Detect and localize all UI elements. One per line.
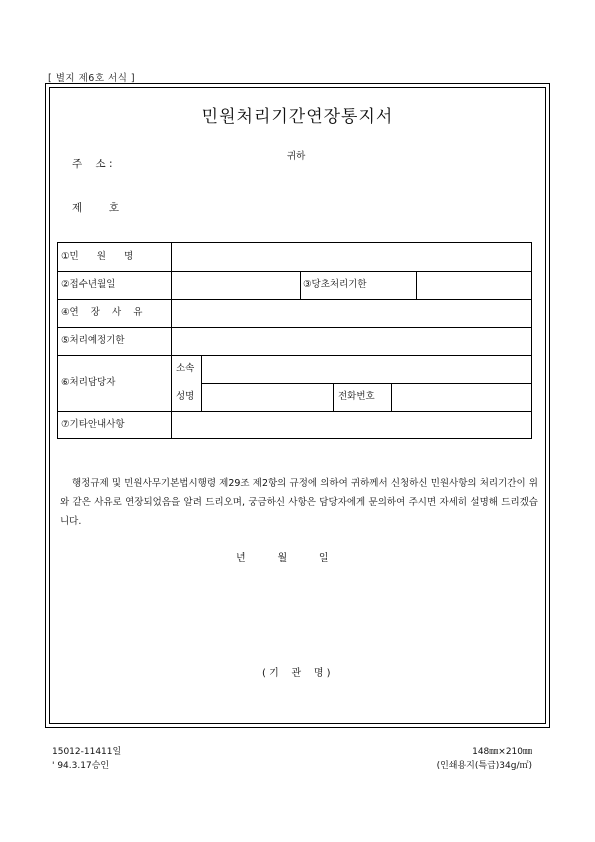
table-col-divider	[300, 271, 301, 299]
table-col-divider	[333, 383, 334, 411]
approval-date: ' 94.3.17승인	[52, 761, 110, 771]
table-row-divider	[201, 383, 531, 384]
date-label: 년 월 일	[236, 553, 329, 564]
applicant-name-label: ①민 원 명	[61, 251, 134, 262]
form-number-label: [ 별지 제6호 서식 ]	[48, 73, 136, 84]
table-row-divider	[58, 271, 531, 272]
paper-spec: (인쇄용지(특급)34g/㎡)	[436, 761, 532, 771]
original-deadline-label: ③당초처리기한	[303, 279, 367, 290]
form-code: 15012-11411일	[52, 747, 122, 757]
phone-label: 전화번호	[338, 391, 375, 402]
table-col-divider	[391, 383, 392, 411]
table-row-divider	[58, 299, 531, 300]
paper-size: 148㎜×210㎜	[472, 747, 532, 757]
expected-deadline-label: ⑤처리예정기한	[61, 335, 125, 346]
table-row-divider	[58, 327, 531, 328]
receipt-date-label: ②접수년월일	[61, 279, 116, 290]
extension-reason-label: ④연 장 사 유	[61, 307, 143, 318]
document-number-label: 제 호	[72, 202, 119, 214]
notice-paragraph: 행정규제 및 민원사무기본법시행령 제29조 제2항의 규정에 의하여 귀하께서 신청하신 민원사항의 처리기간이 위와 같은 사유로 연장되었음을 알려 드리오며, 궁금하신 사항은 담당자에게 문의하여 주시면 자세히 설명해 드리겠습니다.	[60, 478, 538, 527]
table-row-divider	[58, 355, 531, 356]
recipient-suffix: 귀하	[287, 151, 306, 162]
officer-name-label: 성명	[176, 391, 195, 402]
table-col-divider	[201, 355, 202, 411]
table-col-divider	[171, 243, 172, 438]
department-label: 소속	[176, 363, 195, 374]
table-col-divider	[416, 271, 417, 299]
agency-name-label: ( 기 관 명 )	[262, 668, 331, 679]
other-info-label: ⑦기타안내사항	[61, 419, 125, 430]
info-table	[57, 242, 532, 439]
document-title: 민원처리기간연장통지서	[201, 107, 394, 127]
officer-label: ⑥처리담당자	[61, 377, 116, 388]
table-row-divider	[58, 411, 531, 412]
address-label: 주 소 :	[72, 158, 113, 170]
